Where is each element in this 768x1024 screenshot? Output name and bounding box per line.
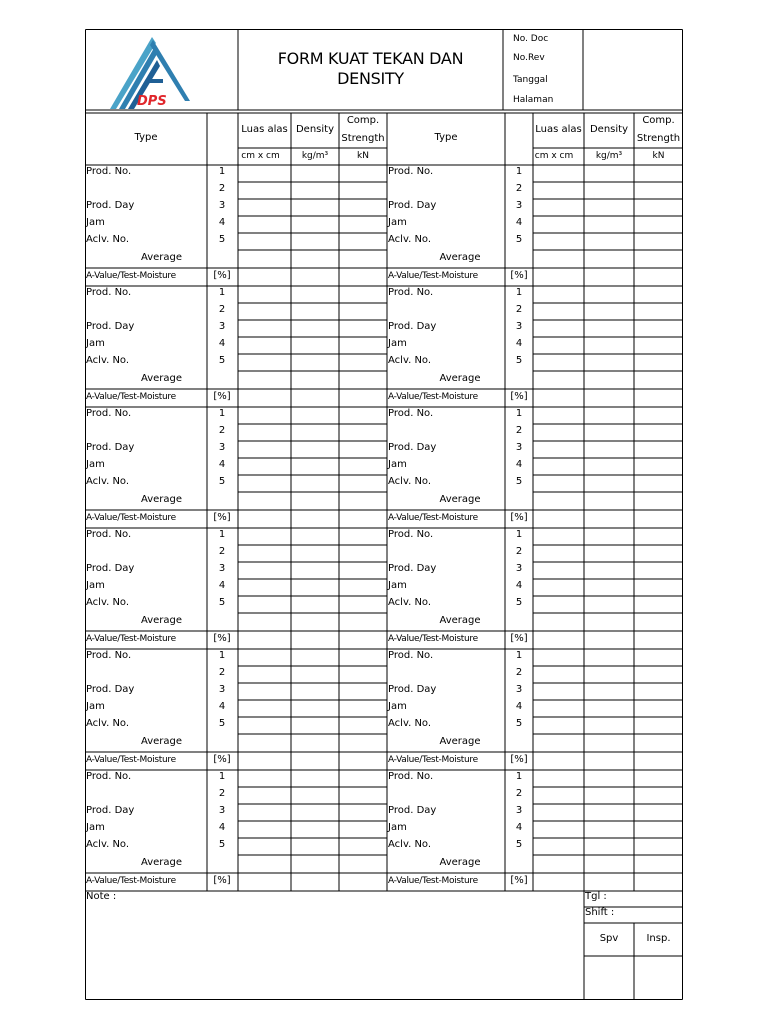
row-number: 3 — [218, 200, 226, 211]
row-number: 4 — [515, 338, 523, 349]
row-number: 4 — [515, 701, 523, 712]
row-number: 3 — [218, 563, 226, 574]
percent-label: [%] — [510, 633, 528, 644]
row-number: 1 — [515, 771, 523, 782]
row-number: 4 — [218, 822, 226, 833]
row-label: Jam — [388, 580, 407, 591]
row-label: Jam — [86, 822, 105, 833]
percent-label: [%] — [213, 270, 231, 281]
company-logo — [107, 35, 192, 109]
average-label: Average — [140, 252, 183, 263]
percent-label: [%] — [213, 875, 231, 886]
col-header-luas-right: Luas alas — [535, 124, 582, 135]
col-header-luas-left: Luas alas — [241, 124, 288, 135]
row-number: 3 — [515, 684, 523, 695]
row-label: Prod. Day — [86, 684, 135, 695]
row-number: 5 — [515, 597, 523, 608]
row-number: 1 — [218, 166, 226, 177]
row-number: 4 — [218, 338, 226, 349]
spv-label: Spv — [599, 933, 619, 944]
row-number: 5 — [218, 718, 226, 729]
row-label: Prod. No. — [86, 650, 132, 661]
row-number: 2 — [218, 667, 226, 678]
a-value-moisture-label: A-Value/Test-Moisture — [86, 271, 176, 281]
row-label: Prod. Day — [86, 200, 135, 211]
row-label: Aclv. No. — [86, 355, 130, 366]
row-label: Aclv. No. — [388, 839, 432, 850]
row-label: Jam — [388, 701, 407, 712]
row-number: 4 — [218, 580, 226, 591]
row-label: Prod. No. — [388, 650, 434, 661]
row-number: 3 — [218, 684, 226, 695]
row-number: 1 — [515, 650, 523, 661]
row-label: Prod. Day — [388, 200, 437, 211]
row-label: Jam — [388, 338, 407, 349]
row-number: 4 — [515, 580, 523, 591]
row-number: 5 — [515, 839, 523, 850]
unit-comp-right: kN — [652, 151, 665, 161]
row-number: 5 — [515, 234, 523, 245]
a-value-moisture-label: A-Value/Test-Moisture — [388, 392, 478, 402]
row-number: 2 — [218, 183, 226, 194]
row-label: Aclv. No. — [388, 355, 432, 366]
row-number: 2 — [515, 788, 523, 799]
row-label: Prod. Day — [388, 805, 437, 816]
col-header-density-left: Density — [295, 124, 335, 135]
row-label: Aclv. No. — [86, 234, 130, 245]
row-label: Prod. No. — [86, 287, 132, 298]
col-header-comp-left-1: Comp. — [346, 115, 380, 126]
row-number: 5 — [218, 355, 226, 366]
row-number: 4 — [515, 822, 523, 833]
row-number: 5 — [515, 355, 523, 366]
row-label: Prod. No. — [388, 771, 434, 782]
row-label: Jam — [86, 459, 105, 470]
row-label: Prod. Day — [86, 442, 135, 453]
form-title — [238, 49, 503, 89]
row-label: Prod. Day — [388, 563, 437, 574]
a-value-moisture-label: A-Value/Test-Moisture — [388, 271, 478, 281]
row-number: 2 — [218, 304, 226, 315]
row-number: 5 — [218, 839, 226, 850]
a-value-moisture-label: A-Value/Test-Moisture — [86, 755, 176, 765]
col-header-comp-right-2: Strength — [636, 133, 681, 144]
average-label: Average — [140, 615, 183, 626]
average-label: Average — [140, 494, 183, 505]
logo-text: DPS — [137, 94, 167, 109]
row-label: Prod. Day — [388, 442, 437, 453]
row-label: Prod. Day — [86, 805, 135, 816]
percent-label: [%] — [510, 270, 528, 281]
row-label: Prod. No. — [388, 529, 434, 540]
percent-label: [%] — [510, 875, 528, 886]
average-label: Average — [439, 373, 481, 384]
row-number: 3 — [218, 442, 226, 453]
row-number: 2 — [515, 667, 523, 678]
unit-luas-left: cm x cm — [241, 151, 280, 161]
row-number: 1 — [218, 408, 226, 419]
unit-density-right: kg/m³ — [595, 151, 623, 161]
percent-label: [%] — [213, 633, 231, 644]
row-label: Aclv. No. — [86, 839, 130, 850]
row-label: Prod. No. — [388, 287, 434, 298]
row-number: 3 — [515, 442, 523, 453]
row-label: Prod. Day — [86, 563, 135, 574]
row-label: Prod. No. — [86, 166, 132, 177]
row-label: Aclv. No. — [388, 597, 432, 608]
form-title-line-2: DENSITY — [337, 69, 404, 88]
row-number: 3 — [515, 321, 523, 332]
insp-label: Insp. — [646, 933, 671, 944]
meta-label-rev: No.Rev — [513, 53, 545, 63]
row-number: 4 — [515, 459, 523, 470]
note-label: Note : — [86, 891, 117, 902]
row-label: Aclv. No. — [388, 718, 432, 729]
row-label: Prod. No. — [86, 529, 132, 540]
average-label: Average — [140, 736, 183, 747]
percent-label: [%] — [510, 391, 528, 402]
row-number: 3 — [218, 321, 226, 332]
percent-label: [%] — [213, 754, 231, 765]
row-number: 1 — [218, 287, 226, 298]
row-number: 3 — [515, 563, 523, 574]
row-number: 1 — [515, 408, 523, 419]
row-number: 2 — [515, 304, 523, 315]
tgl-label: Tgl : — [585, 891, 607, 902]
average-label: Average — [439, 615, 481, 626]
row-label: Jam — [86, 338, 105, 349]
row-number: 5 — [218, 597, 226, 608]
average-label: Average — [140, 857, 183, 868]
a-value-moisture-label: A-Value/Test-Moisture — [388, 513, 478, 523]
row-label: Prod. No. — [86, 408, 132, 419]
row-number: 1 — [515, 287, 523, 298]
row-label: Aclv. No. — [86, 476, 130, 487]
row-label: Jam — [388, 459, 407, 470]
meta-label-halaman: Halaman — [513, 95, 554, 105]
form-title-line-1: FORM KUAT TEKAN DAN — [277, 49, 464, 68]
a-value-moisture-label: A-Value/Test-Moisture — [86, 634, 176, 644]
row-label: Aclv. No. — [86, 597, 130, 608]
row-number: 4 — [515, 217, 523, 228]
row-number: 1 — [218, 650, 226, 661]
row-number: 5 — [218, 234, 226, 245]
shift-label: Shift : — [585, 907, 615, 918]
row-label: Aclv. No. — [388, 476, 432, 487]
row-label: Aclv. No. — [388, 234, 432, 245]
row-number: 5 — [515, 718, 523, 729]
row-number: 5 — [218, 476, 226, 487]
unit-luas-right: cm x cm — [534, 151, 574, 161]
unit-comp-left: kN — [357, 151, 369, 161]
a-value-moisture-label: A-Value/Test-Moisture — [388, 755, 478, 765]
col-header-type-right: Type — [434, 132, 458, 143]
row-number: 4 — [218, 701, 226, 712]
row-number: 2 — [218, 546, 226, 557]
row-number: 1 — [218, 771, 226, 782]
row-label: Jam — [388, 217, 407, 228]
row-label: Jam — [388, 822, 407, 833]
average-label: Average — [439, 252, 481, 263]
a-value-moisture-label: A-Value/Test-Moisture — [388, 634, 478, 644]
row-number: 5 — [515, 476, 523, 487]
density-form — [85, 29, 683, 1000]
row-label: Prod. No. — [388, 166, 434, 177]
average-label: Average — [140, 373, 183, 384]
row-label: Prod. Day — [388, 321, 437, 332]
row-number: 1 — [515, 529, 523, 540]
row-label: Prod. Day — [86, 321, 135, 332]
meta-label-tanggal: Tanggal — [513, 75, 548, 85]
a-value-moisture-label: A-Value/Test-Moisture — [86, 392, 176, 402]
row-number: 2 — [515, 546, 523, 557]
a-value-moisture-label: A-Value/Test-Moisture — [388, 876, 478, 886]
percent-label: [%] — [213, 512, 231, 523]
row-label: Prod. No. — [388, 408, 434, 419]
col-header-type-left: Type — [134, 132, 158, 143]
col-header-comp-right-1: Comp. — [642, 115, 675, 126]
row-number: 3 — [515, 805, 523, 816]
row-number: 3 — [515, 200, 523, 211]
row-number: 4 — [218, 459, 226, 470]
row-number: 4 — [218, 217, 226, 228]
a-value-moisture-label: A-Value/Test-Moisture — [86, 513, 176, 523]
row-number: 1 — [515, 166, 523, 177]
row-label: Prod. Day — [388, 684, 437, 695]
row-number: 1 — [218, 529, 226, 540]
row-number: 3 — [218, 805, 226, 816]
percent-label: [%] — [510, 754, 528, 765]
row-number: 2 — [515, 425, 523, 436]
meta-label-doc: No. Doc — [513, 34, 549, 44]
col-header-comp-left-2: Strength — [341, 133, 385, 144]
percent-label: [%] — [510, 512, 528, 523]
col-header-density-right: Density — [589, 124, 629, 135]
unit-density-left: kg/m³ — [301, 151, 329, 161]
row-label: Jam — [86, 701, 105, 712]
row-label: Aclv. No. — [86, 718, 130, 729]
row-number: 2 — [218, 425, 226, 436]
average-label: Average — [439, 857, 481, 868]
average-label: Average — [439, 736, 481, 747]
row-number: 2 — [515, 183, 523, 194]
row-number: 2 — [218, 788, 226, 799]
row-label: Prod. No. — [86, 771, 132, 782]
percent-label: [%] — [213, 391, 231, 402]
a-value-moisture-label: A-Value/Test-Moisture — [86, 876, 176, 886]
row-label: Jam — [86, 217, 105, 228]
average-label: Average — [439, 494, 481, 505]
row-label: Jam — [86, 580, 105, 591]
